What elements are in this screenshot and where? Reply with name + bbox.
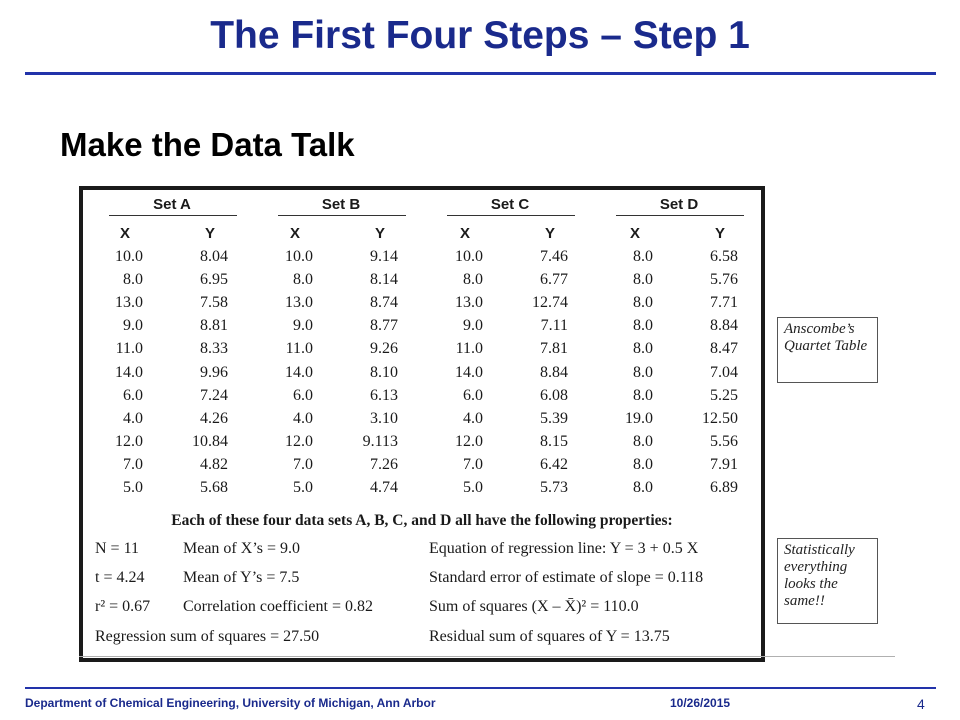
table-cell: 6.13: [370, 386, 398, 404]
table-cell: 7.0: [293, 455, 313, 473]
footer-date: 10/26/2015: [670, 696, 731, 710]
table-cell: 7.0: [463, 455, 483, 473]
table-cell: 4.0: [123, 409, 143, 427]
anscombe-table: [79, 186, 765, 662]
table-cell: 8.0: [463, 271, 483, 289]
table-cell: 8.0: [633, 317, 653, 335]
table-cell: 8.0: [633, 248, 653, 265]
col-header-x-b: X: [289, 225, 300, 242]
table-cell: 9.0: [463, 317, 483, 335]
table-cell: 8.0: [633, 455, 653, 473]
set-header-b: Set B: [321, 196, 361, 213]
table-cell: 8.0: [633, 479, 653, 496]
table-cell: 5.56: [710, 432, 738, 450]
table-cell: 11.0: [115, 340, 143, 358]
table-cell: 5.0: [463, 479, 483, 496]
table-cell: 8.10: [370, 363, 398, 381]
table-cell: 5.0: [293, 479, 313, 496]
set-a-underline: [109, 215, 237, 216]
table-cell: 8.0: [293, 271, 313, 289]
col-header-y-b: Y: [374, 225, 385, 242]
table-cell: 14.0: [115, 363, 143, 381]
slide-subtitle: Make the Data Talk: [60, 126, 355, 163]
table-cell: 4.0: [293, 409, 313, 427]
footer-divider: [25, 687, 936, 689]
table-cell: 14.0: [285, 363, 313, 381]
table-cell: 7.11: [540, 317, 568, 335]
table-cell: 4.26: [200, 409, 228, 427]
table-cell: 9.96: [200, 363, 228, 381]
set-header-a: Set A: [153, 196, 191, 213]
table-cell: 13.0: [115, 294, 143, 312]
col-header-x-c: X: [459, 225, 470, 242]
table-cell: 6.89: [710, 479, 738, 496]
prop-r2: r² = 0.67: [95, 598, 151, 615]
set-b-underline: [278, 215, 406, 216]
table-cell: 6.95: [200, 271, 228, 289]
table-cell: 7.26: [370, 455, 398, 473]
title-divider: [25, 72, 936, 75]
table-cell: 13.0: [285, 294, 313, 312]
table-cell: 7.71: [710, 294, 738, 312]
table-cell: 8.84: [710, 317, 738, 335]
table-cell: 6.0: [293, 386, 313, 404]
properties-title: Each of these four data sets A, B, C, and D all have the following properties:: [171, 512, 673, 529]
table-cell: 8.84: [540, 363, 568, 381]
table-cell: 4.0: [463, 409, 483, 427]
prop-correlation: Correlation coefficient = 0.82: [183, 598, 373, 615]
footer-department: Department of Chemical Engineering, University of Michigan, Ann Arbor: [25, 696, 436, 710]
table-cell: 8.0: [123, 271, 143, 289]
table-cell: 5.73: [540, 479, 568, 496]
table-cell: 6.0: [123, 386, 143, 404]
table-cell: 11.0: [455, 340, 483, 358]
table-cell: 7.04: [710, 363, 738, 381]
col-header-x-a: X: [119, 225, 130, 242]
table-cell: 6.0: [463, 386, 483, 404]
table-cell: 9.0: [293, 317, 313, 335]
table-cell: 9.113: [362, 432, 398, 450]
table-cell: 10.0: [285, 248, 313, 265]
table-cell: 8.0: [633, 363, 653, 381]
prop-mean-x: Mean of X’s = 9.0: [183, 540, 301, 557]
table-cell: 8.14: [370, 271, 398, 289]
table-cell: 11.0: [285, 340, 313, 358]
table-cell: 5.76: [710, 271, 738, 289]
table-cell: 9.26: [370, 340, 398, 358]
table-cell: 8.74: [370, 294, 398, 312]
col-header-x-d: X: [629, 225, 640, 242]
table-cell: 8.0: [633, 294, 653, 312]
table-cell: 6.77: [540, 271, 568, 289]
col-header-y-a: Y: [204, 225, 215, 242]
table-cell: 8.33: [200, 340, 228, 358]
table-cell: 6.08: [540, 386, 568, 404]
table-cell: 8.77: [370, 317, 398, 335]
table-cell: 4.74: [370, 479, 398, 496]
table-cell: 13.0: [455, 294, 483, 312]
table-cell: 8.0: [633, 340, 653, 358]
table-cell: 4.82: [200, 455, 228, 473]
slide-title: The First Four Steps – Step 1: [210, 14, 750, 57]
table-cell: 12.74: [532, 294, 568, 312]
table-cell: 12.0: [285, 432, 313, 450]
prop-std-error: Standard error of estimate of slope = 0.118: [429, 569, 704, 586]
set-header-c: Set C: [490, 196, 530, 213]
table-cell: 8.15: [540, 432, 568, 450]
prop-residual-ss: Residual sum of squares of Y = 13.75: [429, 628, 670, 645]
table-cell: 14.0: [455, 363, 483, 381]
table-cell: 12.0: [455, 432, 483, 450]
table-cell: 10.84: [192, 432, 228, 450]
table-cell: 10.0: [455, 248, 483, 265]
table-cell: 7.58: [200, 294, 228, 312]
prop-regression-ss: Regression sum of squares = 27.50: [95, 628, 320, 645]
table-cell: 19.0: [625, 409, 653, 427]
table-cell: 5.39: [540, 409, 568, 427]
prop-regression-line: Equation of regression line: Y = 3 + 0.5 X: [429, 540, 699, 557]
prop-n: N = 11: [95, 540, 139, 557]
table-cell: 7.0: [123, 455, 143, 473]
table-cell: 5.0: [123, 479, 143, 496]
set-header-d: Set D: [659, 196, 699, 213]
table-cell: 6.58: [710, 248, 738, 265]
table-cell: 8.0: [633, 386, 653, 404]
col-header-y-c: Y: [544, 225, 555, 242]
table-cell: 6.42: [540, 455, 568, 473]
col-header-y-d: Y: [714, 225, 725, 242]
table-cell: 8.0: [633, 432, 653, 450]
table-cell: 8.47: [710, 340, 738, 358]
table-cell: 7.91: [710, 455, 738, 473]
prop-sum-squares: Sum of squares (X – X̄)² = 110.0: [429, 598, 639, 615]
table-cell: 8.81: [200, 317, 228, 335]
table-cell: 8.04: [200, 248, 228, 265]
table-cell: 12.50: [702, 409, 738, 427]
table-cell: 8.0: [633, 271, 653, 289]
table-cell: 7.81: [540, 340, 568, 358]
table-cell: 10.0: [115, 248, 143, 265]
table-cell: 5.68: [200, 479, 228, 496]
table-cell: 7.46: [540, 248, 568, 265]
table-cell: 5.25: [710, 386, 738, 404]
page-number: 4: [917, 696, 925, 712]
prop-mean-y: Mean of Y’s = 7.5: [183, 569, 300, 586]
table-cell: 3.10: [370, 409, 398, 427]
anscombe-note: Anscombe’s Quartet Table: [777, 317, 878, 383]
set-d-underline: [616, 215, 744, 216]
table-cell: 7.24: [200, 386, 228, 404]
set-c-underline: [447, 215, 575, 216]
table-baseline: [79, 656, 895, 657]
statistically-note: Statistically everything looks the same!!: [777, 538, 878, 624]
prop-t: t = 4.24: [95, 569, 145, 586]
table-cell: 9.0: [123, 317, 143, 335]
table-cell: 12.0: [115, 432, 143, 450]
table-cell: 9.14: [370, 248, 398, 265]
